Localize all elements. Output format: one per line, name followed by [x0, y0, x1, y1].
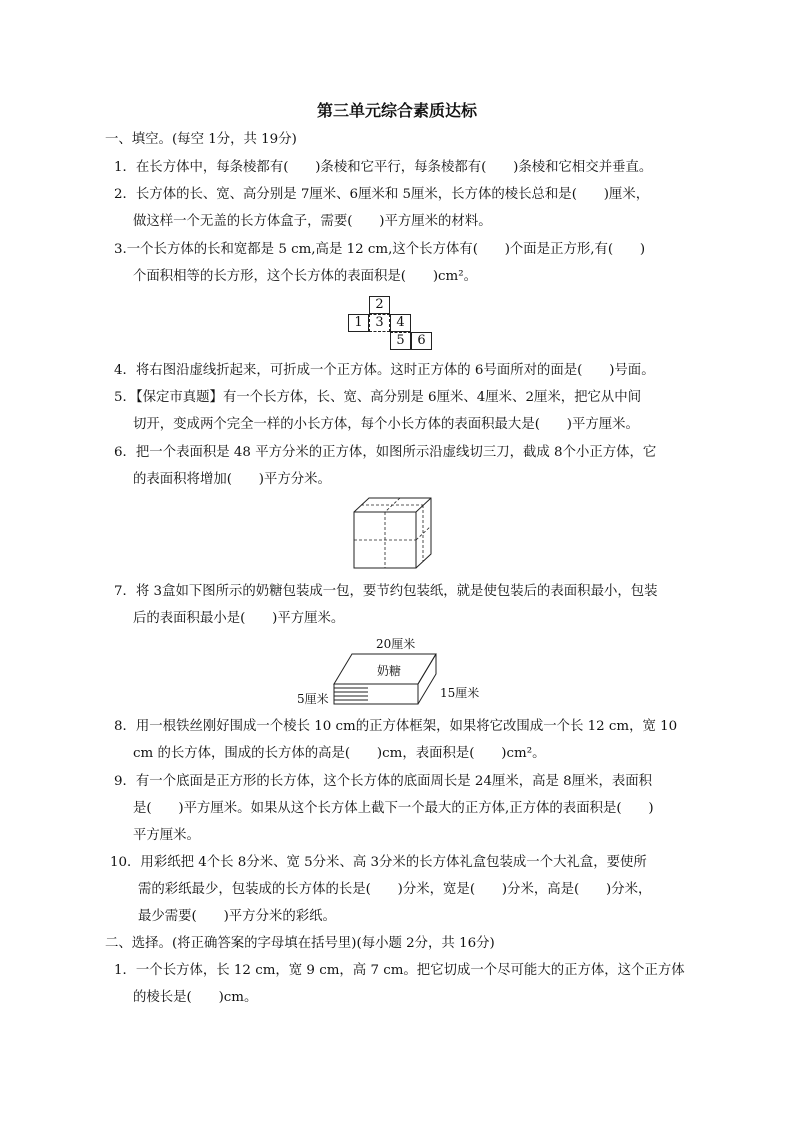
- section-1-heading: 一、填空。(每空 1分，共 19分): [105, 132, 297, 147]
- question-8-line-1: 8．用一根铁丝刚好围成一个棱长 10 cm的正方体框架，如果将它改围成一个长 12 cm，宽 10: [114, 719, 678, 734]
- question-6-line-1: 6．把一个表面积是 48 平方分米的正方体，如图所示沿虚线切三刀，截成 8个小正方体，它: [114, 445, 657, 460]
- question-10-line-1: 10．用彩纸把 4个长 8分米、宽 5分米、高 3分米的长方体礼盒包装成一个大礼盒，要使所: [110, 855, 647, 870]
- question-9-line-3: 平方厘米。: [133, 828, 200, 843]
- question-3-line-1: 3.一个长方体的长和宽都是 5 cm,高是 12 cm,这个长方体有( )个面是正方形,有( ): [114, 242, 646, 257]
- question-2-line-2: 做这样一个无盖的长方体盒子，需要( )平方厘米的材料。: [133, 214, 492, 229]
- question-10-line-2: 需的彩纸最少，包装成的长方体的长是( )分米，宽是( )分米，高是( )分米，: [138, 882, 652, 897]
- question-10-line-3: 最少需要( )平方分米的彩纸。: [138, 909, 336, 924]
- question-7-line-1: 7．将 3盒如下图所示的奶糖包装成一包，要节约包装纸，就是使包装后的表面积最小，包装: [114, 584, 658, 599]
- candy-box-label: 奶糖: [377, 664, 402, 678]
- candy-box-left-dimension: 5厘米: [297, 692, 329, 706]
- net-face-3: 3: [369, 314, 390, 332]
- question-8-line-2: cm 的长方体，围成的长方体的高是( )cm，表面积是( )cm²。: [133, 746, 546, 761]
- question-7-line-2: 后的表面积最小是( )平方厘米。: [133, 611, 345, 626]
- question-2-line-1: 2．长方体的长、宽、高分别是 7厘米、6厘米和 5厘米，长方体的棱长总和是( )厘米，: [114, 187, 650, 202]
- question-9-line-2: 是( )平方厘米。如果从这个长方体上截下一个最大的正方体,正方体的表面积是( ): [133, 801, 654, 816]
- net-face-2: 2: [369, 296, 390, 314]
- page-title: 第三单元综合素质达标: [316, 101, 477, 120]
- net-face-4: 4: [390, 314, 411, 332]
- candy-box-right-dimension: 15厘米: [440, 686, 480, 700]
- section-2-heading: 二、选择。(将正确答案的字母填在括号里)(每小题 2分，共 16分): [105, 936, 495, 951]
- choice-question-1-line-1: 1．一个长方体，长 12 cm，宽 9 cm，高 7 cm。把它切成一个尽可能大的正方体，这个正方体: [114, 963, 685, 978]
- cube-cut-figure: [345, 493, 445, 573]
- question-9-line-1: 9．有一个底面是正方形的长方体，这个长方体的底面周长是 24厘米，高是 8厘米，表面积: [114, 774, 653, 789]
- choice-question-1-line-2: 的棱长是( )cm。: [133, 990, 258, 1005]
- question-3-line-2: 个面积相等的长方形，这个长方体的表面积是( )cm²。: [133, 269, 477, 284]
- question-4: 4．将右图沿虚线折起来，可折成一个正方体。这时正方体的 6号面所对的面是( )号面。: [114, 363, 655, 378]
- net-face-5: 5: [390, 332, 411, 350]
- net-face-1: 1: [348, 314, 369, 332]
- candy-box-top-dimension: 20厘米: [376, 637, 416, 651]
- question-6-line-2: 的表面积将增加( )平方分米。: [133, 472, 331, 487]
- question-5-line-1: 5．【保定市真题】有一个长方体，长、宽、高分别是 6厘米、4厘米、2厘米，把它从中间: [114, 390, 642, 405]
- question-5-line-2: 切开，变成两个完全一样的小长方体，每个小长方体的表面积最大是( )平方厘米。: [133, 417, 639, 432]
- question-1: 1．在长方体中，每条棱都有( )条棱和它平行，每条棱都有( )条棱和它相交并垂直。: [114, 160, 653, 175]
- net-face-6: 6: [411, 332, 432, 350]
